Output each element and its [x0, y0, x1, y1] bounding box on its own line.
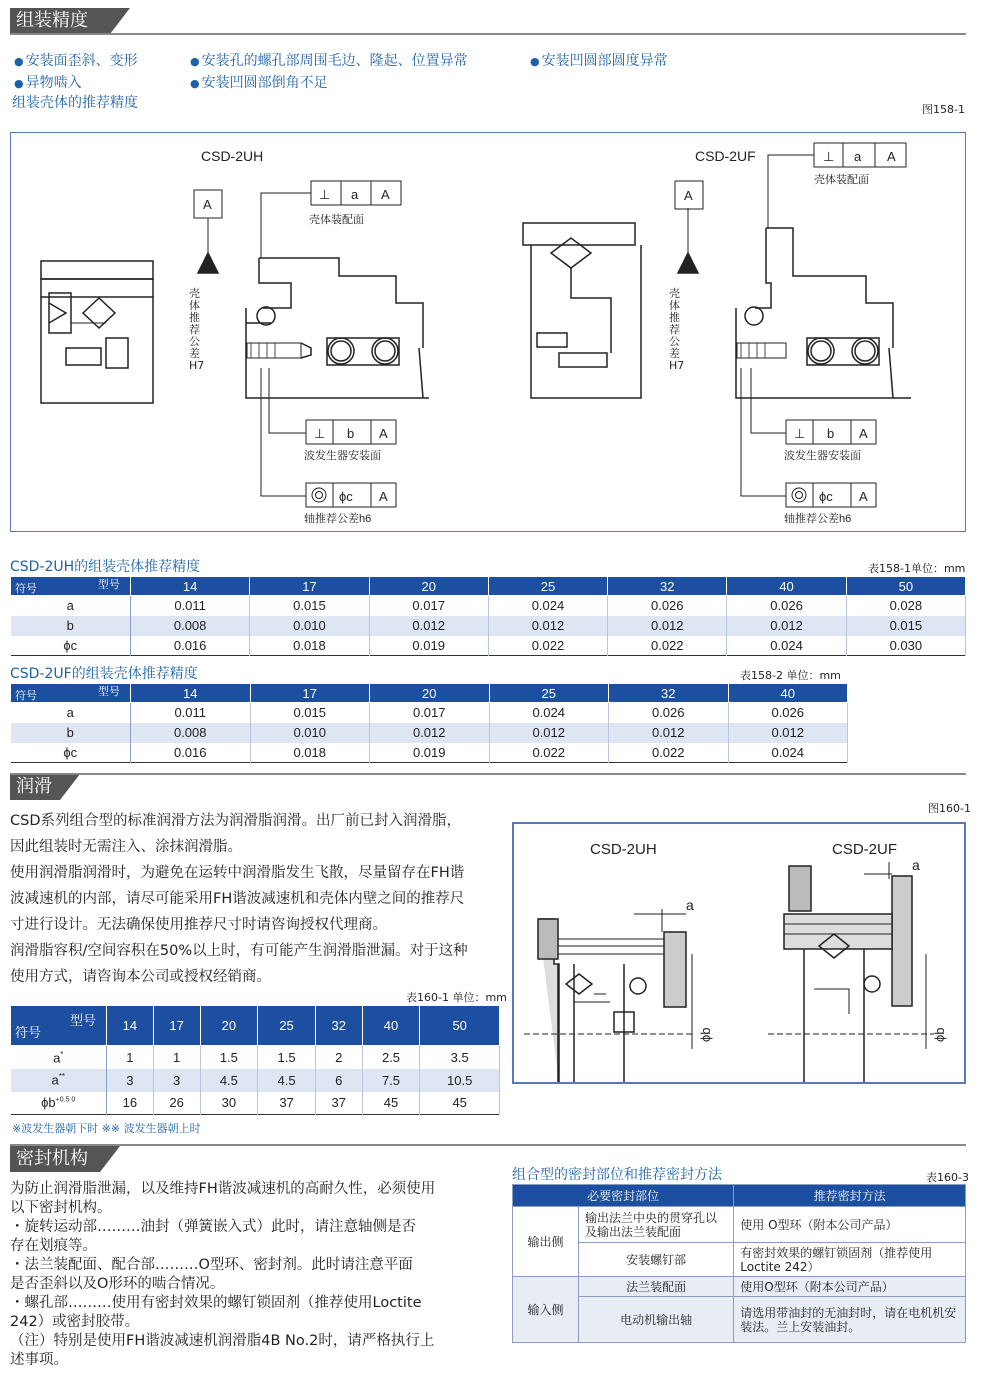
right-title: CSD-2UF: [695, 148, 756, 164]
col-size: 17: [250, 577, 369, 596]
perp-symbol: ⊥: [823, 149, 835, 164]
datum-ref: A: [887, 149, 896, 164]
table4-title: 组合型的密封部位和推荐密封方法: [512, 1167, 722, 1183]
col-size: 32: [315, 1006, 362, 1046]
col-header: 必要密封部位: [513, 1185, 734, 1207]
table-row: a 0.011 0.015 0.017 0.024 0.026 0.026 0.028: [11, 596, 966, 616]
bullet-1: ● 安装面歪斜、变形: [14, 50, 138, 70]
datum-ref: A: [379, 426, 388, 441]
left-title: CSD-2UH: [201, 148, 264, 164]
table-row: ϕc 0.016 0.018 0.019 0.022 0.022 0.024 0.030: [11, 636, 966, 656]
lubrication-diagram: [514, 824, 964, 1082]
col-size: 32: [609, 684, 729, 703]
table-row: $\phi b^{+0.5 0}$ 16 26 30 37 37 45 45: [11, 1092, 500, 1115]
perp-symbol: ⊥: [319, 187, 331, 202]
tol-b: b: [827, 426, 835, 441]
table-row: 安装螺钉部 有密封效果的螺钉锁固剂（推荐使用Loctite 242）: [513, 1243, 966, 1277]
left-title: CSD-2UH: [590, 841, 657, 858]
section-title-sealing: 密封机构: [10, 1146, 100, 1172]
col-size: 40: [728, 684, 848, 703]
dim-phib-left: ϕb: [698, 1027, 713, 1042]
figure-label: 图158-1: [922, 103, 965, 116]
corner-header: 型号 符号: [11, 684, 131, 703]
col-size: 25: [489, 684, 609, 703]
datum-left: A: [203, 197, 212, 212]
table2-note: 表158-2 单位：mm: [740, 669, 841, 682]
table1-note: 表158-1单位：mm: [868, 562, 966, 575]
corner-header: 型号 符号: [11, 1006, 107, 1046]
datum-ref: A: [859, 426, 868, 441]
dim-a-left: a: [686, 897, 694, 913]
bullet-4: ● 异物啮入: [14, 72, 82, 92]
section-rule: [10, 33, 966, 35]
table-row: 输入侧 法兰装配面 使用O型环（附本公司产品）: [513, 1277, 966, 1297]
section-title-assembly-precision: 组装精度: [10, 8, 110, 34]
table-row: a* 1 1 1.5 1.5 2 2.5 3.5: [11, 1046, 500, 1069]
table-row: b 0.008 0.010 0.012 0.012 0.012 0.012: [11, 723, 848, 743]
section-title-lubrication: 润滑: [10, 774, 60, 800]
table-row: ϕc 0.016 0.018 0.019 0.022 0.022 0.024: [11, 743, 848, 763]
lubrication-text: CSD系列组合型的标准润滑方法为润滑脂润滑。出厂前已封入润滑脂， 因此组装时无需注入、涂抹润滑脂。 使用润滑脂润滑时，为避免在运转中润滑脂发生飞散，尽量留存在FH谐 波减速机的内部，请尽可能采用FH谐波减速机和壳体内壁之间的推荐尺 寸进行设计。无法确保使用推荐尺寸时请咨询授权代理商。 润滑脂容积/空间容积在50%以上时，有可能产生润滑脂泄漏。对于这种 使用方式，请咨询本公司或授权经销商。: [10, 813, 468, 985]
table-158-1: [10, 576, 966, 656]
table-row: a 0.011 0.015 0.017 0.024 0.026 0.026: [11, 703, 848, 723]
section-rule: [10, 773, 966, 775]
bullet-3: ● 安装凹圆部圆度异常: [530, 50, 668, 70]
col-size: 17: [153, 1006, 200, 1046]
col-header: 推荐密封方法: [734, 1185, 966, 1207]
col-size: 14: [107, 1006, 154, 1046]
housing-face-label: 壳体装配面: [309, 214, 364, 226]
col-size: 20: [369, 577, 488, 596]
perp-symbol: ⊥: [794, 426, 806, 441]
right-title: CSD-2UF: [832, 841, 898, 858]
table1-title: CSD-2UH的组装壳体推荐精度: [10, 559, 201, 575]
figure-158-1: [10, 132, 966, 532]
tol-phic: ϕc: [339, 489, 353, 504]
housing-tol-vertical-left: 壳体推荐公差H7: [189, 287, 205, 372]
table-158-2: [10, 683, 848, 763]
tol-a: a: [351, 187, 359, 202]
datum-right: A: [684, 188, 693, 203]
col-size: 20: [370, 684, 490, 703]
table-row: 电动机输出轴 请选用带油封的无油封时，请在电机机安装法。兰上安装油封。: [513, 1297, 966, 1343]
datum-ref: A: [379, 489, 388, 504]
wg-face-label: 波发生器安装面: [304, 450, 381, 462]
table4-note: 表160-3: [926, 1171, 969, 1184]
wg-face-label: 波发生器安装面: [784, 450, 861, 462]
col-size: 50: [420, 1006, 500, 1046]
shaft-tol-label: 轴推荐公差h6: [784, 513, 852, 525]
table-160-3: [512, 1184, 966, 1343]
sealing-text: 为防止润滑脂泄漏，以及维持FH谐波减速机的高耐久性，必须使用 以下密封机构。 ・旋转运动部………油封（弹簧嵌入式）此时，请注意轴侧是否 存在划痕等。 ・法兰装配面、配合部………O型环、密封剂。此时请注意平面 是否歪斜以及O形环的啮合情况。 ・螺孔部………使用有密封效果的螺钉锁固剂（推荐使用Loctite 242）或密封胶带。 （注）特别是使用FH谐波减速机润滑脂4B No.2时，请严格执行上 述事项。: [10, 1181, 436, 1368]
col-size: 25: [488, 577, 607, 596]
col-size: 14: [131, 684, 251, 703]
housing-face-label: 壳体装配面: [814, 174, 869, 186]
housing-tol-vertical-right: 壳体推荐公差H7: [669, 287, 685, 372]
bullet-2: ● 安装孔的螺孔部周围毛边、隆起、位置异常: [190, 50, 468, 70]
col-size: 32: [608, 577, 727, 596]
table-160-1: [10, 1005, 500, 1115]
col-size: 14: [131, 577, 250, 596]
dim-phib-right: ϕb: [932, 1027, 947, 1042]
tol-b: b: [347, 426, 355, 441]
col-size: 20: [200, 1006, 258, 1046]
table3-footnote: ※波发生器朝下时 ※※ 波发生器朝上时: [12, 1122, 201, 1135]
tol-phic: ϕc: [819, 489, 833, 504]
assembly-diagram: [11, 133, 967, 533]
bullet-5: ● 安装凹圆部倒角不足: [190, 72, 328, 92]
table3-note: 表160-1 单位：mm: [406, 991, 507, 1004]
section-rule: [10, 1144, 966, 1146]
tol-a: a: [854, 149, 862, 164]
table-row: a** 3 3 4.5 4.5 6 7.5 10.5: [11, 1069, 500, 1092]
col-size: 40: [727, 577, 846, 596]
perp-symbol: ⊥: [314, 426, 326, 441]
col-size: 40: [362, 1006, 420, 1046]
col-size: 25: [258, 1006, 316, 1046]
table2-title: CSD-2UF的组装壳体推荐精度: [10, 666, 198, 682]
col-size: 50: [846, 577, 965, 596]
datum-ref: A: [859, 489, 868, 504]
table-row: b 0.008 0.010 0.012 0.012 0.012 0.012 0.015: [11, 616, 966, 636]
corner-header: 型号 符号: [11, 577, 131, 596]
subtitle: 组装壳体的推荐精度: [12, 95, 138, 111]
table-row: 输出侧 输出法兰中央的贯穿孔以及输出法兰装配面 使用 O型环（附本公司产品）: [513, 1207, 966, 1243]
figure-160-1: [512, 822, 966, 1084]
col-size: 17: [250, 684, 370, 703]
dim-a-right: a: [912, 857, 920, 873]
shaft-tol-label: 轴推荐公差h6: [304, 513, 372, 525]
figure-label: 图160-1: [928, 802, 971, 815]
datum-ref: A: [381, 187, 390, 202]
